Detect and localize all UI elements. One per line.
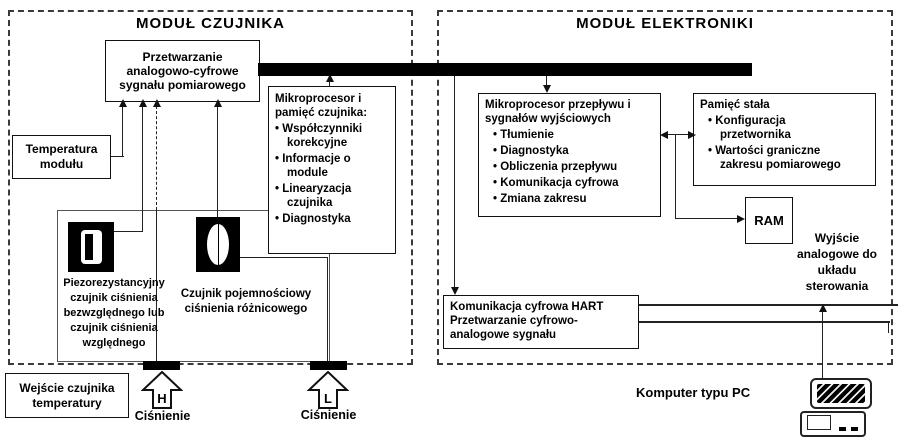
temp-sensor-dashdot-line [156,106,157,210]
adc-line-2: analogowo-cyfrowe [126,64,239,78]
adc-box [105,40,260,102]
output-line-lower [639,321,890,323]
bullet-diagnostics-2: • Diagnostyka [493,144,654,158]
capacitive-wire-down [327,257,328,362]
bullet-range-change: • Zmiana zakresu [493,192,654,206]
bullet-module-info: • Informacje o module [275,152,359,180]
pressure-label-l: Ciśnienie [300,408,357,422]
arrowhead-dashline-adc [153,99,161,107]
flow-micro-box [478,93,661,217]
output-line-end-tick [888,321,889,333]
arrowhead-micro-bus [326,74,334,82]
arrowhead-bus-flowmicro [543,85,551,93]
bullet-correction: • Współczynniki korekcyjne [275,122,387,150]
rom-box [693,93,876,186]
pressure-label-h: Ciśnienie [134,409,191,423]
capacitive-wire-h [240,257,328,258]
analog-output-label: Wyjście analogowe do układu sterowania [796,231,877,293]
arrowhead-to-rom [688,131,696,139]
ram-link-h [675,218,738,219]
bullet-damping: • Tłumienie [493,128,654,142]
ram-box: RAM [745,197,793,244]
adc-line-1: Przetwarzanie [142,50,223,64]
module-temperature-box: Temperatura modułu [12,135,111,179]
bullet-limits: • Wartości graniczne zakresu pomiarowego [708,144,855,172]
pressure-port-h-bar [143,361,180,370]
bullet-config: • Konfiguracja przetwornika [708,114,815,142]
piezo-to-adc-wire-v [142,105,143,232]
hart-box [443,295,639,349]
output-line-upper [639,304,898,306]
pc-monitor-icon [810,378,872,409]
sensor-micro-box [268,86,396,254]
temp-sensor-input-box: Wejście czujnika temperatury [5,373,129,418]
pressure-h-letter: H [157,391,167,406]
adc-line-3: sygnału pomiarowego [119,78,246,92]
ram-link-v [675,135,676,219]
arrowhead-temp-adc [119,99,127,107]
pressure-h-arrow-icon [141,371,183,409]
bullet-diagnostics: • Diagnostyka [275,212,389,226]
temp-to-adc-wire-v [122,105,123,157]
hart-line-3: analogowe sygnału [450,329,557,341]
bullet-linearization: • Linearyzacja czujnika [275,182,379,210]
arrowhead-to-ram [737,215,745,223]
capacitive-sensor-label: Czujnik pojemnościowy ciśnienia różnicowego [180,288,312,315]
arrowhead-to-flowmicro [660,131,668,139]
arrowhead-piezo-adc [139,99,147,107]
capacitive-to-adc-wire-v [217,105,218,217]
piezo-wire-h [114,231,143,232]
hart-line-1: Komunikacja cyfrowa HART [450,301,604,313]
hart-line-2: Przetwarzanie cyfrowo- [450,315,578,327]
bus-to-hart-line [454,76,455,288]
arrowhead-pc-output [819,304,827,312]
rom-bullets [708,114,869,172]
rom-title: Pamięć stała [700,99,770,111]
pc-system-unit-icon [800,411,866,437]
bullet-digital-comm: • Komunikacja cyfrowa [493,176,654,190]
sensor-micro-bullets [275,122,389,226]
bullet-flow-calc: • Obliczenia przepływu [493,160,654,174]
pc-label: Komputer typu PC [636,385,751,400]
sensor-micro-title: Mikroprocesor i pamięć czujnika: [275,93,368,119]
arrowhead-capacitive-adc [214,99,222,107]
pressure-l-arrow-icon [307,371,349,409]
piezoresistive-sensor-icon [68,222,114,272]
sensor-module-title: MODUŁ CZUJNIKA [136,15,285,32]
pressure-port-l-bar [310,361,347,370]
arrowhead-bus-hart [451,287,459,295]
piezo-sensor-label: Piezorezystancyjny czujnik ciśnienia bezwzględnego lub czujnik ciśnienia względnego [63,277,165,349]
electronics-module-title: MODUŁ ELEKTRONIKI [576,15,754,32]
flow-micro-title: Mikroprocesor przepływu i sygnałów wyjściowych [485,99,631,125]
pc-to-output-line [822,310,823,378]
flow-micro-bullets [493,128,654,206]
pressure-l-letter: L [324,391,332,406]
capacitive-sensor-icon [196,217,240,272]
